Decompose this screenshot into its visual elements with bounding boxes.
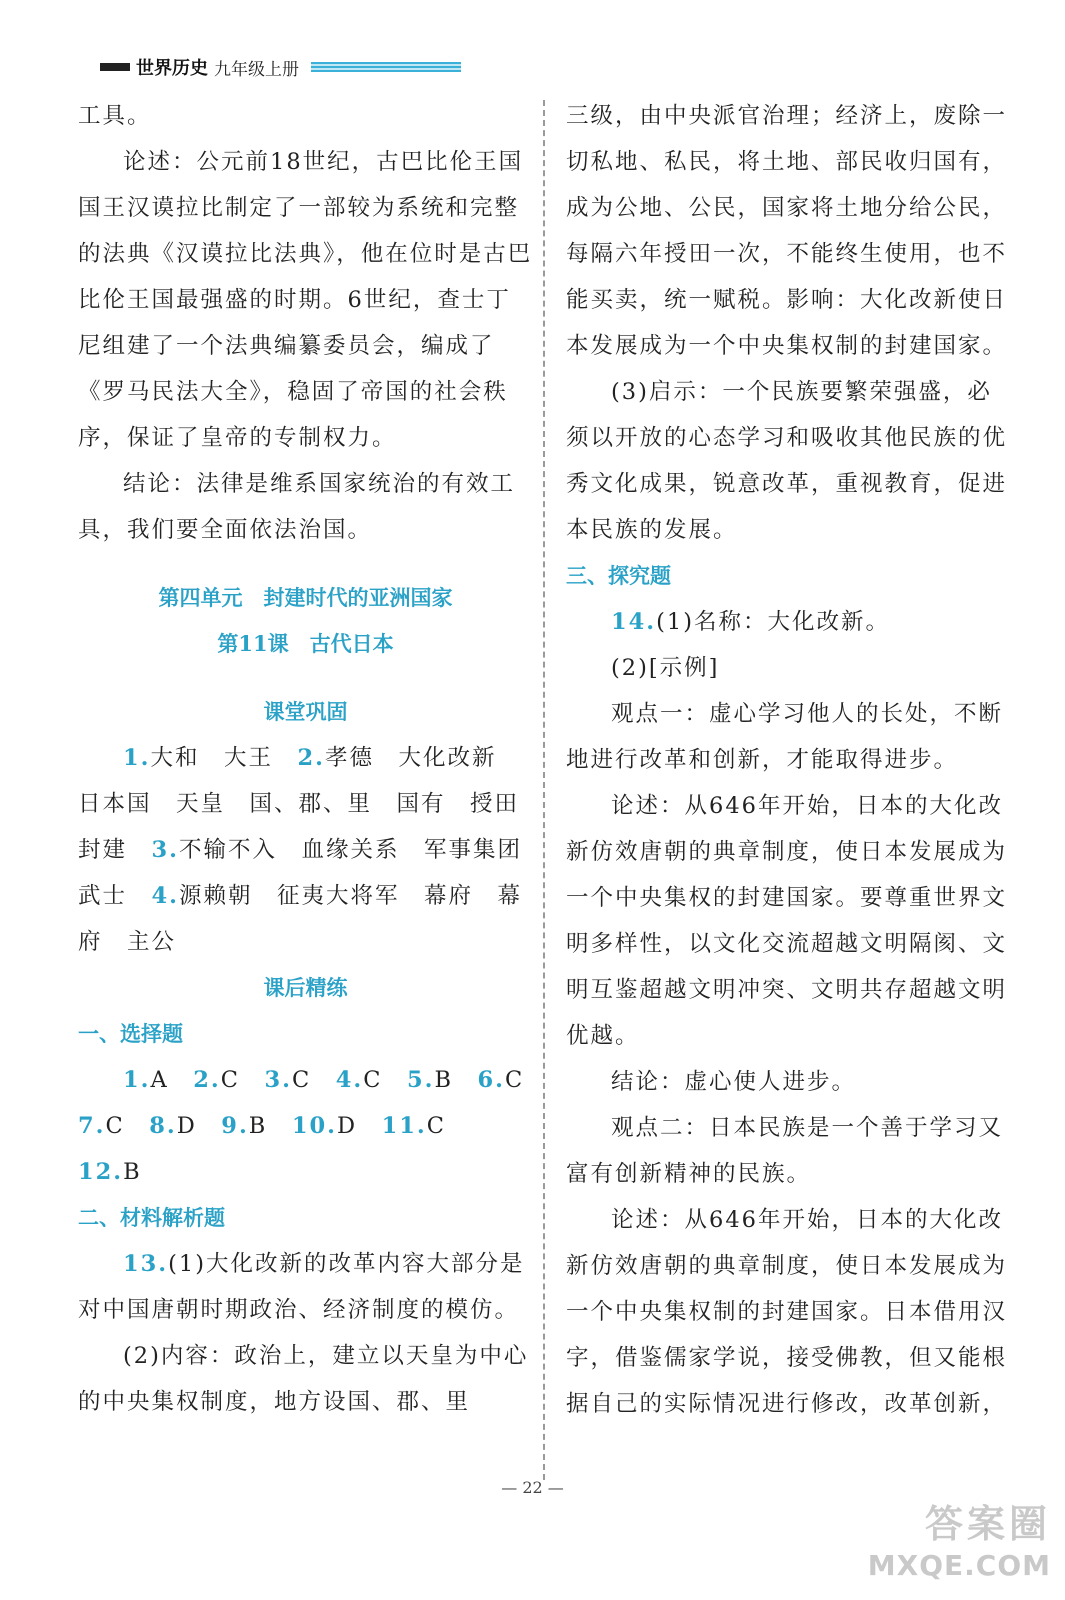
fill-in-answers: 1.大和 大王 2.孝德 大化改新 日本国 天皇 国、郡、里 国有 授田 封建 3.不输不入 血缘关系 军事集团 武士 4.源赖朝 征夷大将军 幕府 幕府 主公 (78, 745, 547, 955)
header-bar-left (100, 63, 130, 71)
unit-title: 第四单元 封建时代的亚洲国家 (158, 585, 453, 610)
watermark-bottom: MXQE.COM (867, 1549, 1051, 1582)
header-title: 世界历史 (136, 58, 208, 79)
paragraph: (3)启示：一个民族要繁荣强盛，必须以开放的心态学习和吸收其他民族的优秀文化成果，锐意改革，重视教育，促进本民族的发展。 (566, 379, 1008, 543)
section-practice: 课后精练 (263, 975, 348, 1000)
lesson-title: 第11课 古代日本 (217, 631, 394, 656)
paragraph: 工具。 (78, 103, 152, 129)
column-divider (543, 100, 545, 1480)
header-subtitle: 九年级上册 (214, 59, 299, 80)
viewpoint-2: 观点二：日本民族是一个善于学习又富有创新精神的民族。 (566, 1115, 1004, 1187)
viewpoint-1-argument: 论述：从646年开始，日本的大化改新仿效唐朝的典章制度，使日本发展成为一个中央集权的封建国家。要尊重世界文明多样性，以文化交流超越文明隔阂、文明互鉴超越文明冲突、文明共存超越文明优越。 (566, 793, 1008, 1049)
q13-part2: (2)内容：政治上，建立以天皇为中心的中央集权制度，地方设国、郡、里 (78, 1343, 529, 1415)
section-consolidation: 课堂巩固 (263, 699, 348, 724)
viewpoint-2-argument: 论述：从646年开始，日本的大化改新仿效唐朝的典章制度，使日本发展成为一个中央集权制的封建国家。日本借用汉字，借鉴儒家学说，接受佛教，但又能根据自己的实际情况进行修改，改革创新， (566, 1207, 1008, 1417)
page-number: — 22 — (501, 1478, 564, 1497)
mc-heading: 一、选择题 (78, 1021, 183, 1046)
watermark-top: 答案圈 (924, 1502, 1051, 1546)
right-column (566, 93, 1016, 1427)
q14-part2: (2)[示例] (611, 655, 720, 681)
watermark-logo (841, 1500, 1051, 1584)
header-bar-right (311, 62, 461, 72)
material-heading: 二、材料解析题 (78, 1205, 225, 1230)
q14-part1: 14.(1)名称：大化改新。 (611, 609, 891, 635)
page-header (100, 52, 461, 82)
q13-part1: 13.(1)大化改新的改革内容大部分是对中国唐朝时期政治、经济制度的模仿。 (78, 1251, 525, 1323)
paragraph: 论述：公元前18世纪，古巴比伦王国国王汉谟拉比制定了一部较为系统和完整的法典《汉谟拉比法典》，他在位时是古巴比伦王国最强盛的时期。6世纪，查士丁尼组建了一个法典编纂委员会，编成了《罗马民法大全》，稳固了帝国的社会秩序，保证了皇帝的专制权力。 (78, 149, 533, 451)
paragraph: 结论：法律是维系国家统治的有效工具，我们要全面依法治国。 (78, 471, 516, 543)
left-column (78, 93, 547, 1425)
mc-answers: 1.A 2.C 3.C 4.C 5.B 6.C 7.C 8.D 9.B 10.D 11.C 12.B (78, 1067, 525, 1185)
viewpoint-1-conclusion: 结论：虚心使人进步。 (611, 1069, 857, 1095)
inquiry-heading: 三、探究题 (566, 563, 671, 588)
viewpoint-1: 观点一：虚心学习他人的长处，不断地进行改革和创新，才能取得进步。 (566, 701, 1004, 773)
paragraph: 三级，由中央派官治理；经济上，废除一切私地、私民，将土地、部民收归国有，成为公地、公民，国家将土地分给公民，每隔六年授田一次，不能终生使用，也不能买卖，统一赋税。影响：大化改新使日本发展成为一个中央集权制的封建国家。 (566, 103, 1008, 359)
